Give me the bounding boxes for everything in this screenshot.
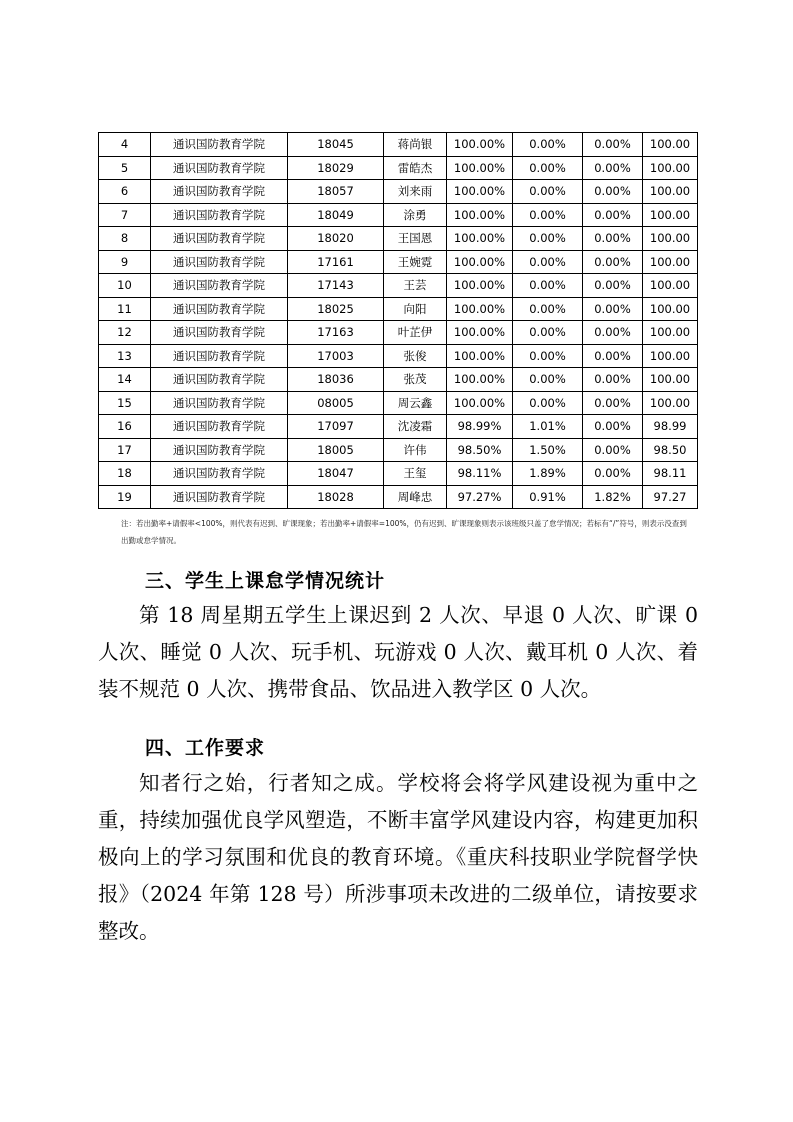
table-cell: 周云鑫 <box>384 391 447 415</box>
table-cell: 0.00% <box>513 391 583 415</box>
table-cell: 王芸 <box>384 274 447 298</box>
table-cell: 0.00% <box>583 156 643 180</box>
table-row <box>99 485 698 509</box>
table-cell: 0.91% <box>513 485 583 509</box>
table-cell: 0.00% <box>583 203 643 227</box>
table-cell: 10 <box>99 274 151 298</box>
table-cell: 18047 <box>288 462 384 486</box>
table-cell: 张俊 <box>384 344 447 368</box>
table-cell: 18036 <box>288 368 384 392</box>
table-cell: 97.27 <box>643 485 698 509</box>
table-cell: 0.00% <box>583 133 643 157</box>
table-cell: 100.00% <box>447 227 513 251</box>
table-cell: 6 <box>99 180 151 204</box>
table-cell: 98.11% <box>447 462 513 486</box>
table-cell: 许伟 <box>384 438 447 462</box>
table-cell: 17163 <box>288 321 384 345</box>
table-cell: 100.00% <box>447 156 513 180</box>
table-cell: 0.00% <box>583 344 643 368</box>
table-cell: 98.99 <box>643 415 698 439</box>
table-cell: 100.00% <box>447 297 513 321</box>
table-cell: 周峰忠 <box>384 485 447 509</box>
table-cell: 0.00% <box>513 203 583 227</box>
table-cell: 1.89% <box>513 462 583 486</box>
table-cell: 0.00% <box>583 415 643 439</box>
table-cell: 14 <box>99 368 151 392</box>
table-row <box>99 227 698 251</box>
table-cell: 18049 <box>288 203 384 227</box>
table-cell: 4 <box>99 133 151 157</box>
table-cell: 100.00 <box>643 274 698 298</box>
table-cell: 王玺 <box>384 462 447 486</box>
table-cell: 18025 <box>288 297 384 321</box>
table-cell: 0.00% <box>583 274 643 298</box>
table-row <box>99 180 698 204</box>
table-row <box>99 250 698 274</box>
attendance-table <box>98 132 698 509</box>
table-row <box>99 297 698 321</box>
table-cell: 通识国防教育学院 <box>151 274 288 298</box>
table-cell: 100.00% <box>447 321 513 345</box>
table-cell: 100.00 <box>643 250 698 274</box>
table-cell: 0.00% <box>583 391 643 415</box>
table-cell: 0.00% <box>583 297 643 321</box>
table-cell: 17161 <box>288 250 384 274</box>
table-cell: 97.27% <box>447 485 513 509</box>
table-row <box>99 462 698 486</box>
table-cell: 16 <box>99 415 151 439</box>
table-cell: 98.50 <box>643 438 698 462</box>
section-heading-attendance: 三、学生上课怠学情况统计 <box>145 570 386 592</box>
table-cell: 0.00% <box>583 438 643 462</box>
table-cell: 0.00% <box>513 297 583 321</box>
table-cell: 通识国防教育学院 <box>151 227 288 251</box>
section-body-requirements: 知者行之始，行者知之成。学校将会将学风建设视为重中之重，持续加强优良学风塑造，不断丰富学风建设内容，构建更加积极向上的学习氛围和优良的教育环境。《重庆科技职业学院督学快报》（2024 年第 128 号）所涉事项未改进的二级单位，请按要求整改。 <box>98 771 698 943</box>
table-cell: 18 <box>99 462 151 486</box>
table-cell: 100.00% <box>447 180 513 204</box>
table-cell: 0.00% <box>583 250 643 274</box>
table-cell: 0.00% <box>513 133 583 157</box>
table-cell: 通识国防教育学院 <box>151 250 288 274</box>
table-cell: 0.00% <box>583 227 643 251</box>
table-cell: 18028 <box>288 485 384 509</box>
table-cell: 15 <box>99 391 151 415</box>
table-cell: 100.00 <box>643 344 698 368</box>
table-cell: 蒋尚银 <box>384 133 447 157</box>
table-cell: 通识国防教育学院 <box>151 438 288 462</box>
table-cell: 100.00 <box>643 321 698 345</box>
table-cell: 100.00 <box>643 203 698 227</box>
table-footnote: 注：若出勤率+请假率<100%，则代表有迟到、旷课现象；若出勤率+请假率=100%，仍有迟到、旷课现象则表示该班级只盖了怠学情况；若标有“/”符号，则表示没查到出勤或怠学情况。 <box>121 519 687 545</box>
table-cell: 0.00% <box>513 250 583 274</box>
table-cell: 通识国防教育学院 <box>151 133 288 157</box>
attendance-table-body <box>99 133 698 509</box>
table-cell: 涂勇 <box>384 203 447 227</box>
table-cell: 1.50% <box>513 438 583 462</box>
table-cell: 0.00% <box>583 462 643 486</box>
table-cell: 1.01% <box>513 415 583 439</box>
table-cell: 98.11 <box>643 462 698 486</box>
table-cell: 0.00% <box>513 274 583 298</box>
table-cell: 100.00 <box>643 368 698 392</box>
table-cell: 张茂 <box>384 368 447 392</box>
table-cell: 通识国防教育学院 <box>151 321 288 345</box>
table-cell: 通识国防教育学院 <box>151 344 288 368</box>
table-row <box>99 321 698 345</box>
table-cell: 0.00% <box>513 156 583 180</box>
table-cell: 通识国防教育学院 <box>151 203 288 227</box>
table-cell: 王婉霓 <box>384 250 447 274</box>
table-cell: 12 <box>99 321 151 345</box>
table-cell: 100.00 <box>643 156 698 180</box>
table-cell: 刘来雨 <box>384 180 447 204</box>
table-cell: 100.00% <box>447 250 513 274</box>
table-cell: 18045 <box>288 133 384 157</box>
table-cell: 0.00% <box>513 344 583 368</box>
table-cell: 18029 <box>288 156 384 180</box>
table-cell: 17143 <box>288 274 384 298</box>
table-cell: 9 <box>99 250 151 274</box>
table-cell: 19 <box>99 485 151 509</box>
table-cell: 0.00% <box>513 227 583 251</box>
table-cell: 0.00% <box>513 321 583 345</box>
table-cell: 7 <box>99 203 151 227</box>
table-cell: 通识国防教育学院 <box>151 156 288 180</box>
table-cell: 0.00% <box>583 368 643 392</box>
table-cell: 100.00% <box>447 391 513 415</box>
table-cell: 100.00 <box>643 133 698 157</box>
table-cell: 0.00% <box>513 368 583 392</box>
table-cell: 通识国防教育学院 <box>151 485 288 509</box>
table-cell: 王国恩 <box>384 227 447 251</box>
table-cell: 18005 <box>288 438 384 462</box>
table-cell: 18057 <box>288 180 384 204</box>
table-row <box>99 415 698 439</box>
table-cell: 08005 <box>288 391 384 415</box>
table-row <box>99 203 698 227</box>
table-cell: 1.82% <box>583 485 643 509</box>
table-cell: 通识国防教育学院 <box>151 415 288 439</box>
table-cell: 沈凌霜 <box>384 415 447 439</box>
table-cell: 100.00% <box>447 274 513 298</box>
table-cell: 通识国防教育学院 <box>151 297 288 321</box>
table-cell: 98.50% <box>447 438 513 462</box>
table-cell: 向阳 <box>384 297 447 321</box>
table-row <box>99 438 698 462</box>
table-cell: 通识国防教育学院 <box>151 462 288 486</box>
table-row <box>99 156 698 180</box>
table-cell: 通识国防教育学院 <box>151 391 288 415</box>
table-row <box>99 344 698 368</box>
table-cell: 100.00% <box>447 368 513 392</box>
table-cell: 100.00% <box>447 203 513 227</box>
table-cell: 100.00 <box>643 180 698 204</box>
table-cell: 100.00 <box>643 297 698 321</box>
table-row <box>99 133 698 157</box>
table-row <box>99 391 698 415</box>
section-heading-requirements: 四、工作要求 <box>145 737 266 759</box>
table-cell: 5 <box>99 156 151 180</box>
table-cell: 11 <box>99 297 151 321</box>
table-cell: 8 <box>99 227 151 251</box>
table-cell: 100.00% <box>447 344 513 368</box>
table-cell: 0.00% <box>583 180 643 204</box>
table-cell: 叶芷伊 <box>384 321 447 345</box>
table-cell: 100.00 <box>643 391 698 415</box>
table-cell: 18020 <box>288 227 384 251</box>
table-cell: 17097 <box>288 415 384 439</box>
table-cell: 17 <box>99 438 151 462</box>
table-cell: 100.00 <box>643 227 698 251</box>
table-cell: 100.00% <box>447 133 513 157</box>
table-row <box>99 368 698 392</box>
table-row <box>99 274 698 298</box>
table-cell: 17003 <box>288 344 384 368</box>
table-cell: 通识国防教育学院 <box>151 368 288 392</box>
table-cell: 13 <box>99 344 151 368</box>
table-cell: 98.99% <box>447 415 513 439</box>
table-cell: 通识国防教育学院 <box>151 180 288 204</box>
table-cell: 0.00% <box>513 180 583 204</box>
section-body-attendance: 第 18 周星期五学生上课迟到 2 人次、早退 0 人次、旷课 0 人次、睡觉 0 人次、玩手机、玩游戏 0 人次、戴耳机 0 人次、着装不规范 0 人次、携带食品、饮品进入教学区 0 人次。 <box>98 603 698 701</box>
table-cell: 雷皓杰 <box>384 156 447 180</box>
table-cell: 0.00% <box>583 321 643 345</box>
